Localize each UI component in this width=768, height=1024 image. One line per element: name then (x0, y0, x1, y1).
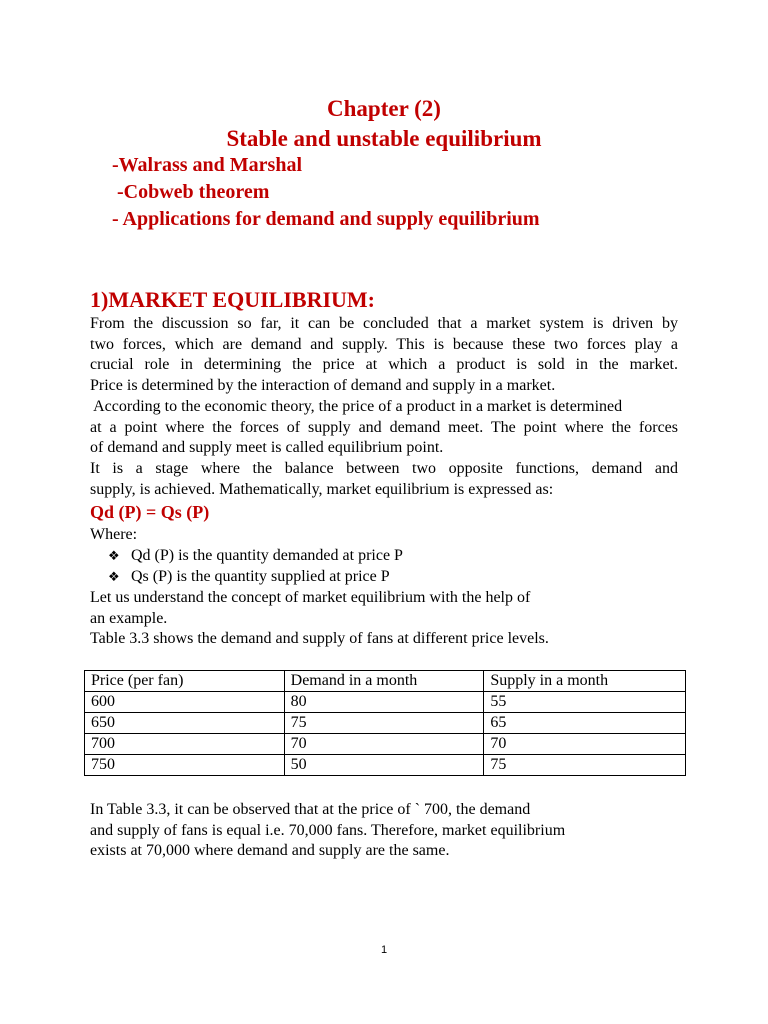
page-number: 1 (380, 944, 388, 956)
paragraph-line: Price is determined by the interaction of demand and supply in a market. (90, 376, 556, 394)
table-header-cell: Supply in a month (484, 671, 686, 692)
table-row (85, 734, 686, 755)
table-cell: 700 (85, 734, 285, 755)
table-cell: 650 (85, 713, 285, 734)
chapter-title: Stable and unstable equilibrium (226, 126, 542, 151)
equilibrium-formula: Qd (P) = Qs (P) (90, 502, 210, 522)
paragraph-line: and supply of fans is equal i.e. 70,000 fans. Therefore, market equilibrium (90, 821, 566, 839)
paragraph-line: According to the economic theory, the price of a product in a market is determined (90, 398, 623, 415)
bullet-text: Qs (P) is the quantity supplied at price P (131, 568, 390, 585)
paragraph-line: of demand and supply meet is called equilibrium point. (90, 439, 444, 456)
paragraph-line: supply, is achieved. Mathematically, market equilibrium is expressed as: (90, 480, 554, 498)
table-cell: 65 (484, 713, 686, 734)
bullet-text: Qd (P) is the quantity demanded at price P (131, 547, 403, 564)
paragraph-line: two forces, which are demand and supply. This is because these two forces play a (90, 335, 678, 353)
where-label: Where: (90, 526, 138, 543)
paragraph-line: In Table 3.3, it can be observed that at the price of ` 700, the demand (90, 801, 531, 818)
paragraph-line: an example. (90, 609, 168, 627)
table-cell: 80 (284, 692, 484, 713)
table-header-row (85, 671, 686, 692)
paragraph-line: at a point where the forces of supply and demand meet. The point where the forces (90, 418, 678, 436)
table-row (85, 755, 686, 776)
paragraph-line: exists at 70,000 where demand and supply are the same. (90, 842, 450, 859)
table-cell: 75 (284, 713, 484, 734)
subtopic-applications: - Applications for demand and supply equilibrium (112, 208, 540, 230)
section-heading: 1)MARKET EQUILIBRIUM: (90, 287, 376, 312)
table-cell: 55 (484, 692, 686, 713)
table-cell: 50 (284, 755, 484, 776)
table-row (85, 692, 686, 713)
table-cell: 70 (484, 734, 686, 755)
diamond-bullet-icon: ❖ (108, 549, 120, 564)
table-header-cell: Price (per fan) (85, 671, 285, 692)
paragraph-line: From the discussion so far, it can be concluded that a market system is driven by (90, 315, 678, 332)
paragraph-line: It is a stage where the balance between two opposite functions, demand and (90, 460, 678, 477)
paragraph-example (90, 588, 678, 650)
table-cell: 70 (284, 734, 484, 755)
paragraph-definition (90, 459, 678, 500)
table-cell: 75 (484, 755, 686, 776)
table-cell: 600 (85, 692, 285, 713)
paragraph-line: crucial role in determining the price at which a product is sold in the market. (90, 356, 678, 373)
subtopic-walrass: -Walrass and Marshal (112, 154, 303, 176)
diamond-bullet-icon: ❖ (108, 570, 120, 585)
table-cell: 750 (85, 755, 285, 776)
paragraph-theory (90, 397, 678, 459)
table-row (85, 713, 686, 734)
paragraph-line: Table 3.3 shows the demand and supply of fans at different price levels. (90, 630, 549, 647)
bullet-item-qs (108, 567, 390, 589)
fan-demand-supply-table (84, 670, 686, 776)
bullet-item-qd (108, 546, 403, 568)
subtopic-cobweb: -Cobweb theorem (112, 181, 270, 203)
paragraph-line: Let us understand the concept of market equilibrium with the help of (90, 589, 531, 606)
chapter-number: Chapter (2) (327, 96, 441, 121)
paragraph-conclusion (90, 800, 678, 862)
table-header-cell: Demand in a month (284, 671, 484, 692)
paragraph-intro (90, 314, 678, 396)
